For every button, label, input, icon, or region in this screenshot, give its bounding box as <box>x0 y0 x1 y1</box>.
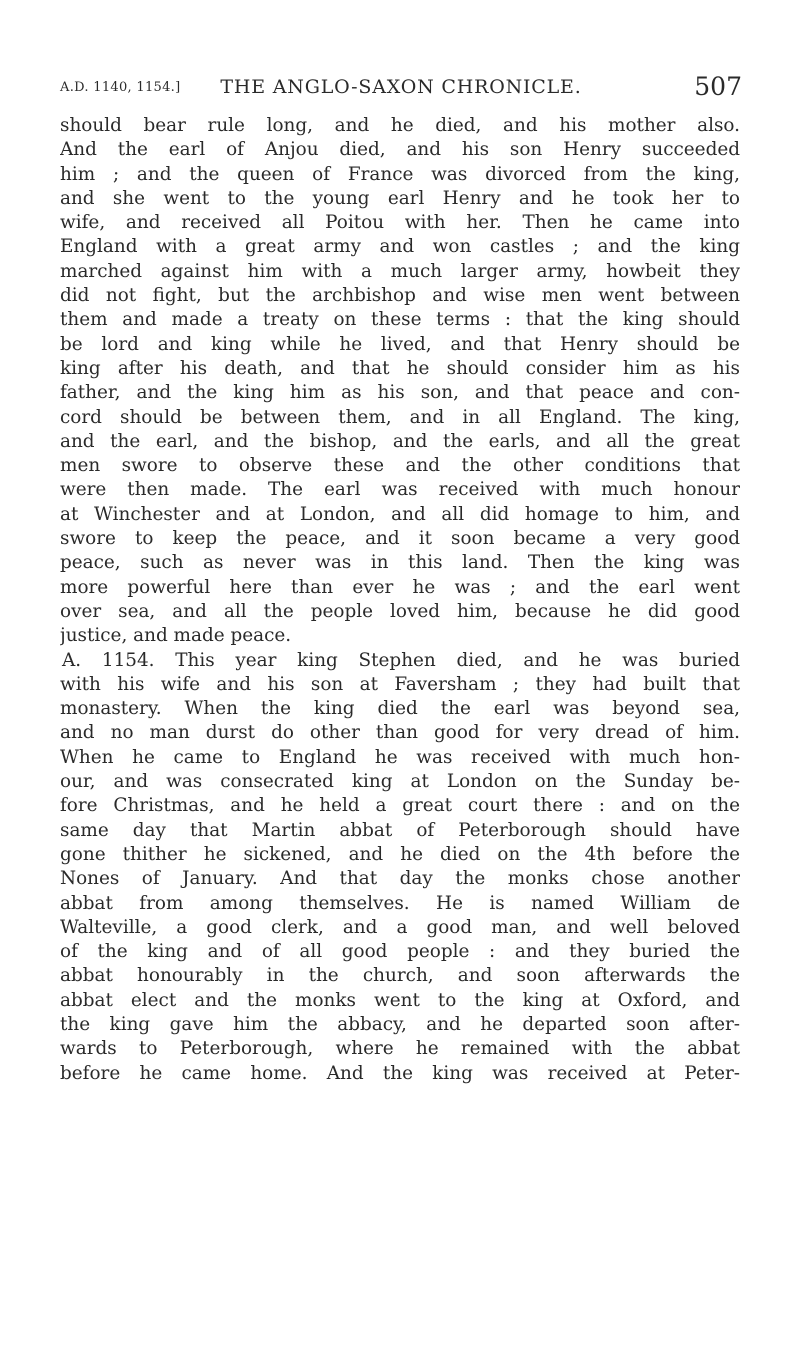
text-line: and she went to the young earl Henry and he took her to <box>60 187 740 209</box>
text-line: England with a great army and won castles ; and the king <box>60 236 740 258</box>
text-line: with his wife and his son at Faversham ; they had built that <box>60 673 740 695</box>
text-line: same day that Martin abbat of Peterborough should have <box>60 819 740 841</box>
text-line: and the earl, and the bishop, and the earls, and all the great <box>60 430 740 452</box>
text-line: father, and the king him as his son, and that peace and con- <box>60 382 740 404</box>
text-line: swore to keep the peace, and it soon became a very good <box>60 528 740 550</box>
text-line: before he came home. And the king was received at Peter- <box>60 1062 740 1084</box>
text-line: of the king and of all good people : and they buried the <box>60 941 740 963</box>
text-line: wife, and received all Poitou with her. Then he came into <box>60 212 740 234</box>
text-line: Walteville, a good clerk, and a good man, and well beloved <box>60 916 740 938</box>
text-line: gone thither he sickened, and he died on the 4th before the <box>60 843 740 865</box>
text-line: were then made. The earl was received with much honour <box>60 479 740 501</box>
text-line: them and made a treaty on these terms : that the king should <box>60 309 740 331</box>
header-title: THE ANGLO-SAXON CHRONICLE. <box>220 76 582 98</box>
text-line: should bear rule long, and he died, and his mother also. <box>60 115 740 136</box>
text-line: peace, such as never was in this land. Then the king was <box>60 552 740 574</box>
text-line: be lord and king while he lived, and that Henry should be <box>60 333 740 355</box>
text-line: over sea, and all the people loved him, because he did good <box>60 600 740 622</box>
text-line: justice, and made peace. <box>60 625 292 647</box>
text-line: abbat elect and the monks went to the king at Oxford, and <box>60 989 740 1011</box>
text-line: and no man durst do other than good for very dread of him. <box>60 722 740 744</box>
text-line: abbat honourably in the church, and soon afterwards the <box>60 965 740 987</box>
page-number: 507 <box>694 72 742 101</box>
text-line: Nones of January. And that day the monks chose another <box>60 868 740 890</box>
text-line: And the earl of Anjou died, and his son Henry succeeded <box>60 139 740 161</box>
text-line: at Winchester and at London, and all did homage to him, and <box>60 503 740 525</box>
text-line: monastery. When the king died the earl was beyond sea, <box>60 698 740 720</box>
running-header <box>60 72 742 106</box>
text-line: the king gave him the abbacy, and he departed soon after- <box>60 1013 740 1035</box>
text-line: fore Christmas, and he held a great court there : and on the <box>60 795 740 817</box>
chronicle-text <box>60 114 740 1086</box>
text-line: abbat from among themselves. He is named William de <box>60 892 740 914</box>
text-line: marched against him with a much larger army, howbeit they <box>60 260 740 282</box>
text-line: more powerful here than ever he was ; and the earl went <box>60 576 740 598</box>
header-date-range: A.D. 1140, 1154.] <box>60 80 181 95</box>
text-line: When he came to England he was received with much hon- <box>60 746 740 768</box>
text-line: did not fight, but the archbishop and wise men went between <box>60 285 740 307</box>
text-line: men swore to observe these and the other conditions that <box>60 455 740 477</box>
text-line: wards to Peterborough, where he remained with the abbat <box>60 1038 740 1060</box>
text-line: A. 1154. This year king Stephen died, and he was buried <box>62 649 740 671</box>
text-line: our, and was consecrated king at London on the Sunday be- <box>60 771 740 793</box>
text-line: king after his death, and that he should consider him as his <box>60 357 740 379</box>
text-line: cord should be between them, and in all England. The king, <box>60 406 740 428</box>
text-line: him ; and the queen of France was divorced from the king, <box>60 163 740 185</box>
